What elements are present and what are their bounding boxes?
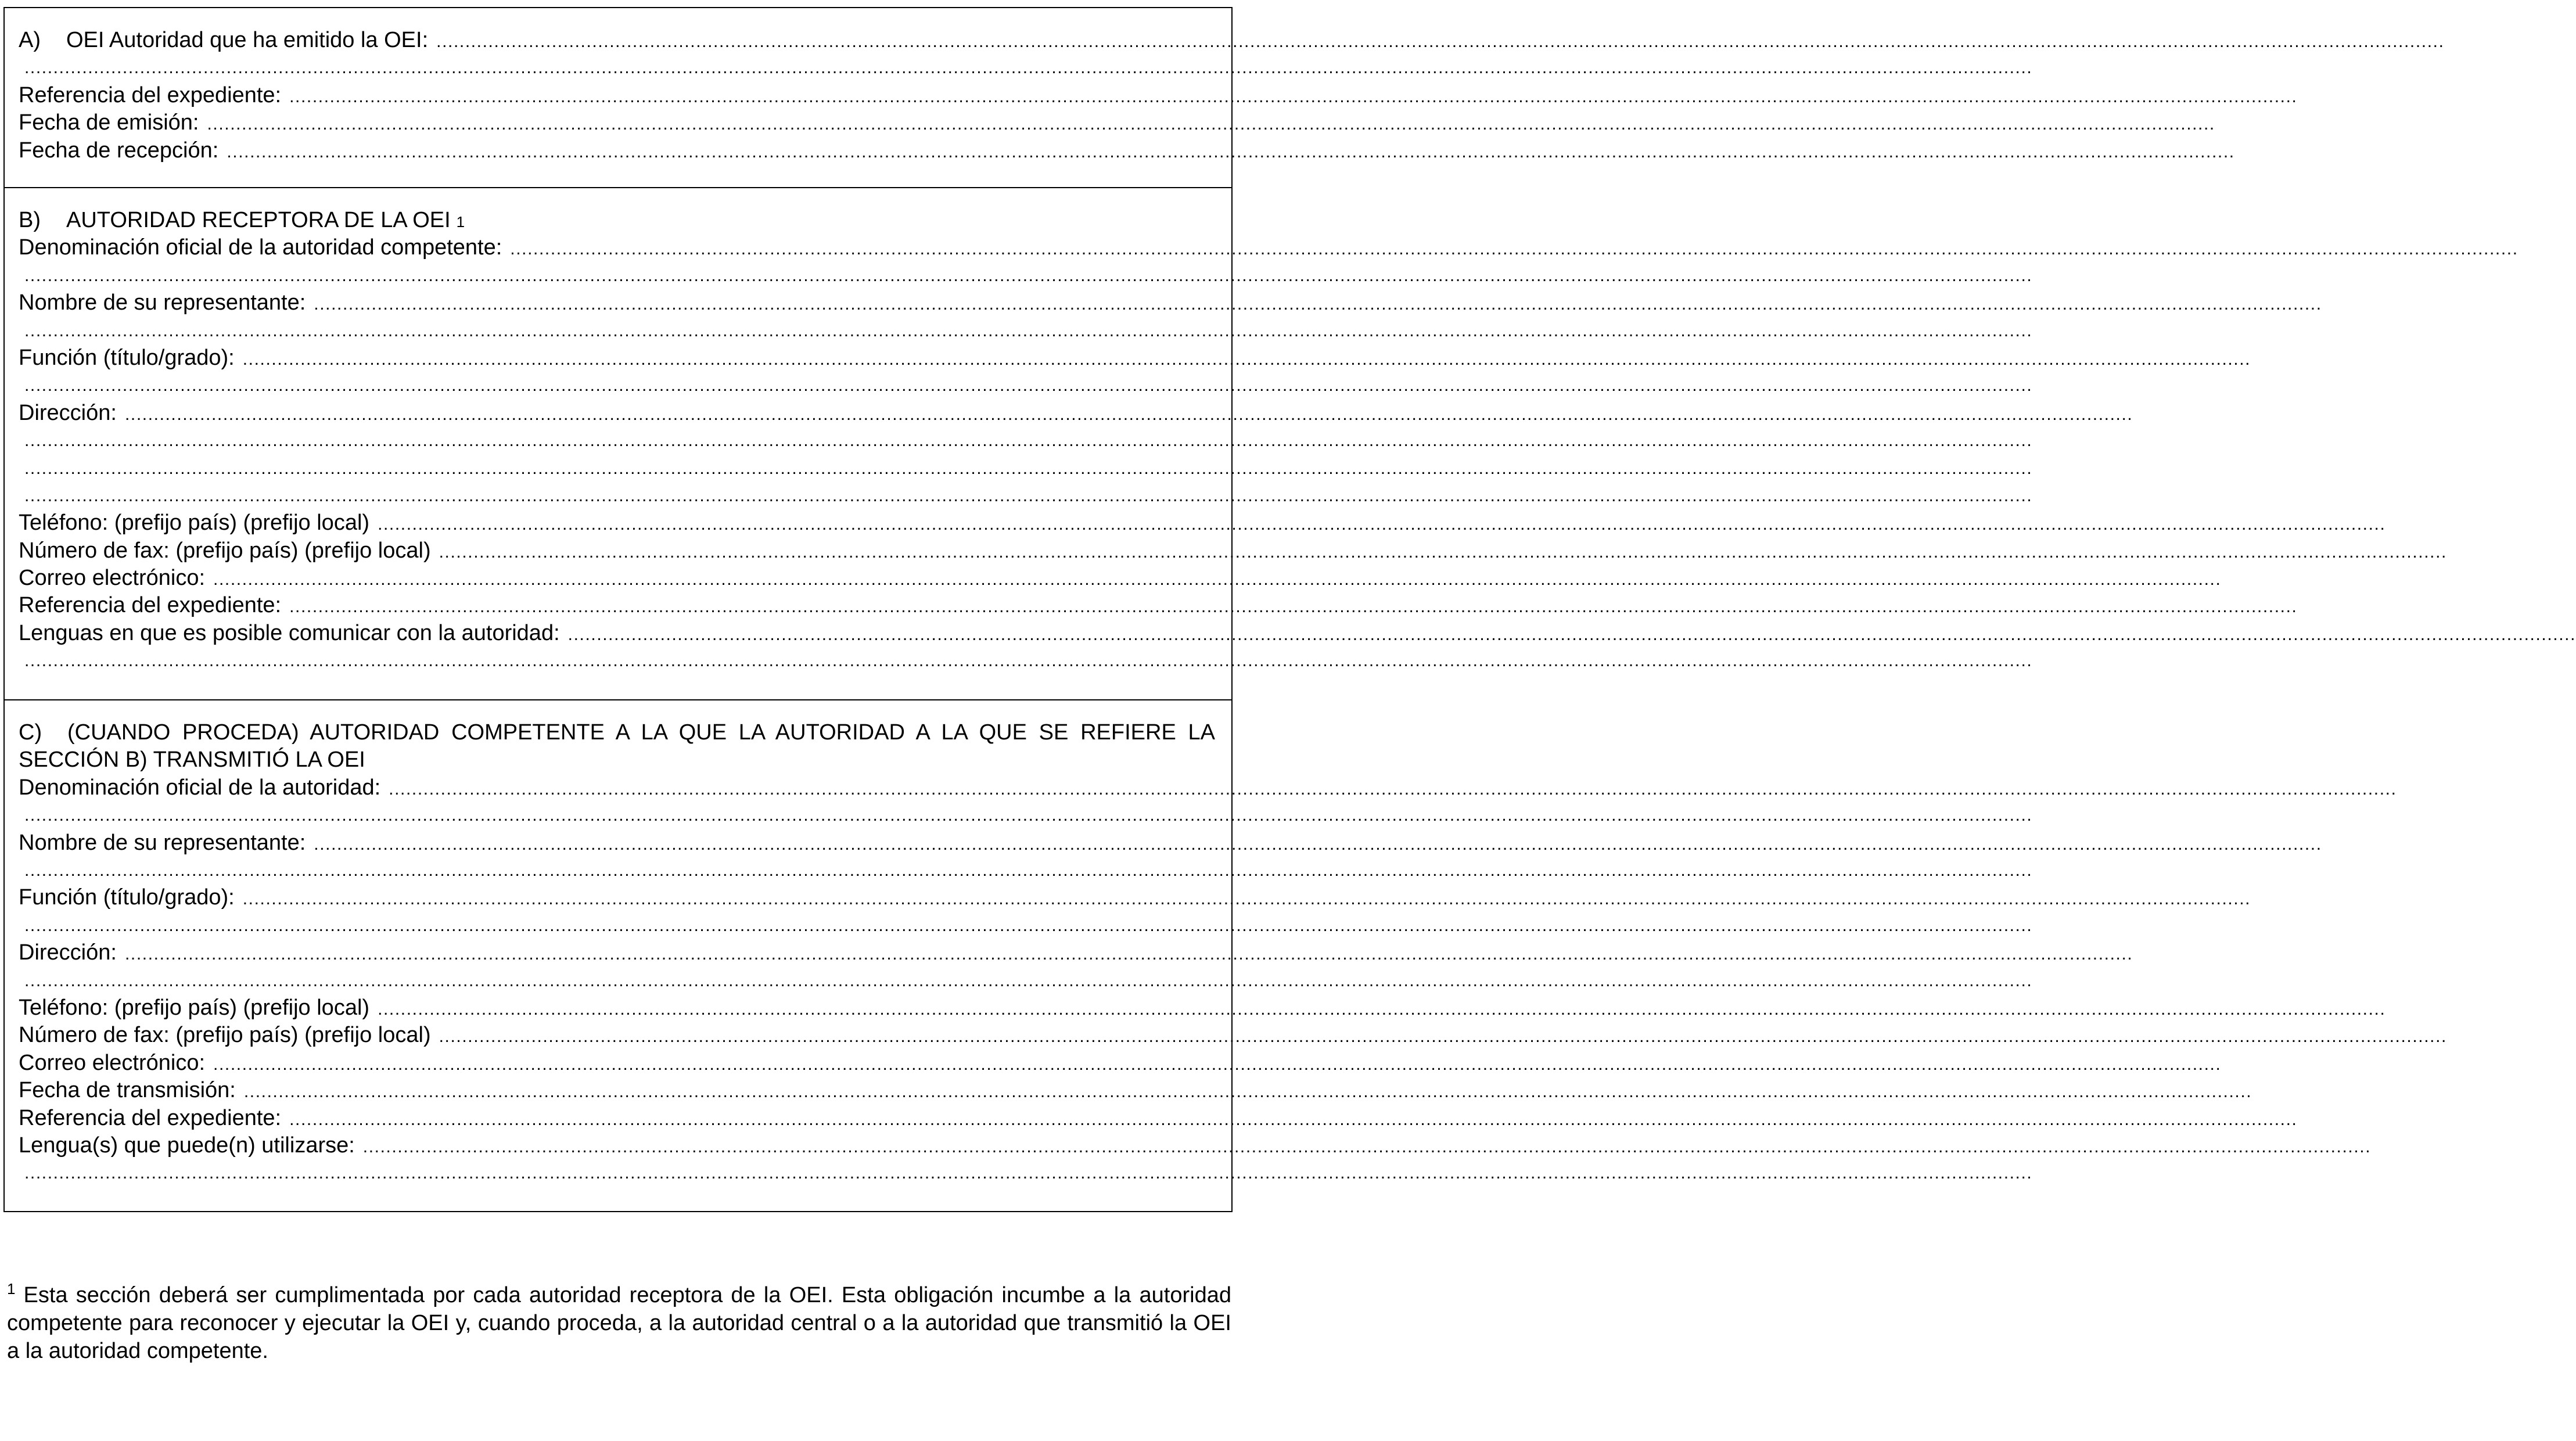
reference-field[interactable]: ............................................................................................................................................................................................................................................................................................................................................................: [289, 1109, 2298, 1129]
address-field-continued[interactable]: ............................................................................................................................................................................................................................................................................................................................................................: [24, 486, 2033, 505]
field-row-languages-b: [19, 620, 2576, 647]
field-row-fax-c: [19, 1022, 2447, 1049]
section-c-heading: [19, 719, 1215, 774]
languages-field[interactable]: ............................................................................................................................................................................................................................................................................................................................................................: [567, 624, 2576, 644]
field-row-reference-c: [19, 1105, 2298, 1132]
section-c-letter: C): [19, 720, 42, 745]
field-row-representative-c: [19, 829, 2322, 857]
field-row-email-c: [19, 1050, 2222, 1077]
email-field[interactable]: ............................................................................................................................................................................................................................................................................................................................................................: [213, 1054, 2222, 1074]
section-b: [5, 187, 2576, 699]
field-label: Correo electrónico:: [19, 566, 206, 591]
field-label: Dirección:: [19, 400, 117, 425]
official-name-field[interactable]: ............................................................................................................................................................................................................................................................................................................................................................: [389, 779, 2397, 799]
field-label: Número de fax: (prefijo país) (prefijo local): [19, 538, 431, 563]
representative-field-continued[interactable]: ............................................................................................................................................................................................................................................................................................................................................................: [24, 860, 2033, 880]
field-row-official-name-b: [19, 234, 2518, 261]
languages-field-continued[interactable]: ............................................................................................................................................................................................................................................................................................................................................................: [24, 1163, 2033, 1183]
field-label: Nombre de su representante:: [19, 290, 306, 315]
address-field-continued[interactable]: ............................................................................................................................................................................................................................................................................................................................................................: [24, 431, 2033, 451]
section-b-letter: B): [19, 208, 41, 232]
field-label: Denominación oficial de la autoridad competente:: [19, 235, 502, 260]
function-field[interactable]: ............................................................................................................................................................................................................................................................................................................................................................: [242, 889, 2251, 909]
phone-field[interactable]: ............................................................................................................................................................................................................................................................................................................................................................: [378, 515, 2386, 534]
footnote-text: Esta sección deberá ser cumplimentada por cada autoridad receptora de la OEI. Esta obligación incumbe a la autoridad competente para reconocer y ejecutar la OEI y, cuando proceda, a la autoridad central o a la autoridad que transmitió la OEI a la autoridad competente.: [7, 1283, 1231, 1363]
address-field[interactable]: ............................................................................................................................................................................................................................................................................................................................................................: [124, 944, 2133, 964]
section-b-heading: B) AUTORIDAD RECEPTORA DE LA OEI 1: [19, 207, 473, 234]
field-row-issue-date: [19, 109, 2215, 136]
continuation-line: [19, 647, 2033, 674]
continuation-line: [19, 455, 2033, 482]
field-label: Teléfono: (prefijo país) (prefijo local): [19, 995, 370, 1020]
languages-field-continued[interactable]: ............................................................................................................................................................................................................................................................................................................................................................: [24, 651, 2033, 671]
transmission-date-field[interactable]: ............................................................................................................................................................................................................................................................................................................................................................: [243, 1082, 2252, 1102]
field-label: Referencia del expediente:: [19, 82, 282, 107]
function-field-continued[interactable]: ............................................................................................................................................................................................................................................................................................................................................................: [24, 376, 2033, 396]
section-a-heading-line: [19, 27, 2445, 54]
field-row-address-b: [19, 400, 2133, 427]
section-a-title: OEI Autoridad que ha emitido la OEI:: [66, 28, 429, 52]
representative-field[interactable]: ............................................................................................................................................................................................................................................................................................................................................................: [314, 834, 2322, 854]
field-label: Fecha de recepción:: [19, 138, 219, 163]
continuation-line: [19, 857, 2033, 884]
section-c-title: (CUANDO PROCEDA) AUTORIDAD COMPETENTE A LA QUE LA AUTORIDAD A LA QUE SE REFIERE LA SECCIÓN B) TRANSMITIÓ LA OEI: [19, 720, 1215, 772]
representative-field-continued[interactable]: ............................................................................................................................................................................................................................................................................................................................................................: [24, 321, 2033, 340]
field-label: Dirección:: [19, 940, 117, 965]
reference-field[interactable]: ............................................................................................................................................................................................................................................................................................................................................................: [289, 87, 2298, 106]
continuation-line: [19, 967, 2033, 994]
languages-field[interactable]: ............................................................................................................................................................................................................................................................................................................................................................: [362, 1137, 2372, 1156]
address-field-continued[interactable]: ............................................................................................................................................................................................................................................................................................................................................................: [24, 971, 2033, 990]
field-label: Teléfono: (prefijo país) (prefijo local): [19, 511, 370, 536]
field-row-transmission-date-c: [19, 1077, 2252, 1104]
continuation-line: [19, 427, 2033, 454]
field-row-phone-c: [19, 994, 2386, 1022]
field-label: Referencia del expediente:: [19, 1105, 282, 1130]
field-label: Función (título/grado):: [19, 345, 235, 370]
official-name-field-continued[interactable]: ............................................................................................................................................................................................................................................................................................................................................................: [24, 806, 2033, 825]
address-field-continued[interactable]: ............................................................................................................................................................................................................................................................................................................................................................: [24, 458, 2033, 478]
continuation-line: [19, 372, 2033, 399]
field-label: Función (título/grado):: [19, 885, 235, 910]
section-a-letter: A): [19, 28, 41, 52]
receipt-date-field[interactable]: ............................................................................................................................................................................................................................................................................................................................................................: [227, 142, 2235, 161]
address-field[interactable]: ............................................................................................................................................................................................................................................................................................................................................................: [124, 404, 2133, 424]
representative-field[interactable]: ............................................................................................................................................................................................................................................................................................................................................................: [314, 294, 2322, 314]
field-row-email-b: [19, 565, 2222, 592]
field-label: Nombre de su representante:: [19, 830, 306, 855]
function-field[interactable]: ............................................................................................................................................................................................................................................................................................................................................................: [242, 349, 2251, 369]
field-row-reference-b: [19, 592, 2298, 619]
section-c: [5, 699, 2447, 1211]
section-b-title: AUTORIDAD RECEPTORA DE LA OEI: [66, 208, 451, 232]
field-label: Fecha de transmisión:: [19, 1078, 236, 1103]
issuing-authority-field-continued[interactable]: ............................................................................................................................................................................................................................................................................................................................................................: [24, 58, 2033, 78]
continuation-line: [19, 262, 2033, 289]
function-field-continued[interactable]: ............................................................................................................................................................................................................................................................................................................................................................: [24, 915, 2033, 935]
field-label: Fecha de emisión:: [19, 110, 199, 135]
field-row-languages-c: [19, 1132, 2372, 1159]
field-row-address-c: [19, 939, 2133, 966]
field-label: Lenguas en que es posible comunicar con la autoridad:: [19, 620, 560, 645]
field-row-phone-b: [19, 509, 2386, 537]
continuation-line: [19, 1159, 2033, 1187]
continuation-line: [19, 482, 2033, 509]
issuing-authority-field[interactable]: ............................................................................................................................................................................................................................................................................................................................................................: [436, 32, 2445, 51]
continuation-line: [19, 54, 2033, 81]
section-b-heading-line: [19, 207, 1215, 234]
field-label: Lengua(s) que puede(n) utilizarse:: [19, 1133, 355, 1158]
phone-field[interactable]: ............................................................................................................................................................................................................................................................................................................................................................: [378, 999, 2386, 1019]
continuation-line: [19, 912, 2033, 939]
field-label: Número de fax: (prefijo país) (prefijo local): [19, 1023, 431, 1048]
field-label: Denominación oficial de la autoridad:: [19, 775, 381, 800]
official-name-field[interactable]: ............................................................................................................................................................................................................................................................................................................................................................: [510, 239, 2518, 259]
reference-field[interactable]: ............................................................................................................................................................................................................................................................................................................................................................: [289, 597, 2298, 617]
section-a-heading: [19, 27, 436, 54]
continuation-line: [19, 802, 2033, 829]
field-row-function-c: [19, 884, 2251, 911]
field-row-function-b: [19, 344, 2251, 372]
field-row-fax-b: [19, 537, 2447, 565]
field-label: Correo electrónico:: [19, 1050, 206, 1075]
field-row-receipt-date: [19, 137, 2235, 164]
footnote: [7, 1281, 1231, 1365]
section-a: [5, 8, 2445, 187]
eio-form: [3, 7, 2576, 1212]
email-field[interactable]: ............................................................................................................................................................................................................................................................................................................................................................: [213, 570, 2222, 590]
field-row-official-name-c: [19, 774, 2397, 802]
fax-field[interactable]: ............................................................................................................................................................................................................................................................................................................................................................: [439, 542, 2447, 562]
field-row-reference-a: [19, 82, 2298, 109]
field-label: Referencia del expediente:: [19, 593, 282, 618]
field-row-representative-b: [19, 289, 2322, 317]
continuation-line: [19, 317, 2033, 344]
fax-field[interactable]: ............................................................................................................................................................................................................................................................................................................................................................: [439, 1027, 2447, 1047]
footnote-mark: 1: [7, 1280, 16, 1298]
issue-date-field[interactable]: ............................................................................................................................................................................................................................................................................................................................................................: [207, 114, 2215, 134]
official-name-field-continued[interactable]: ............................................................................................................................................................................................................................................................................................................................................................: [24, 265, 2033, 285]
